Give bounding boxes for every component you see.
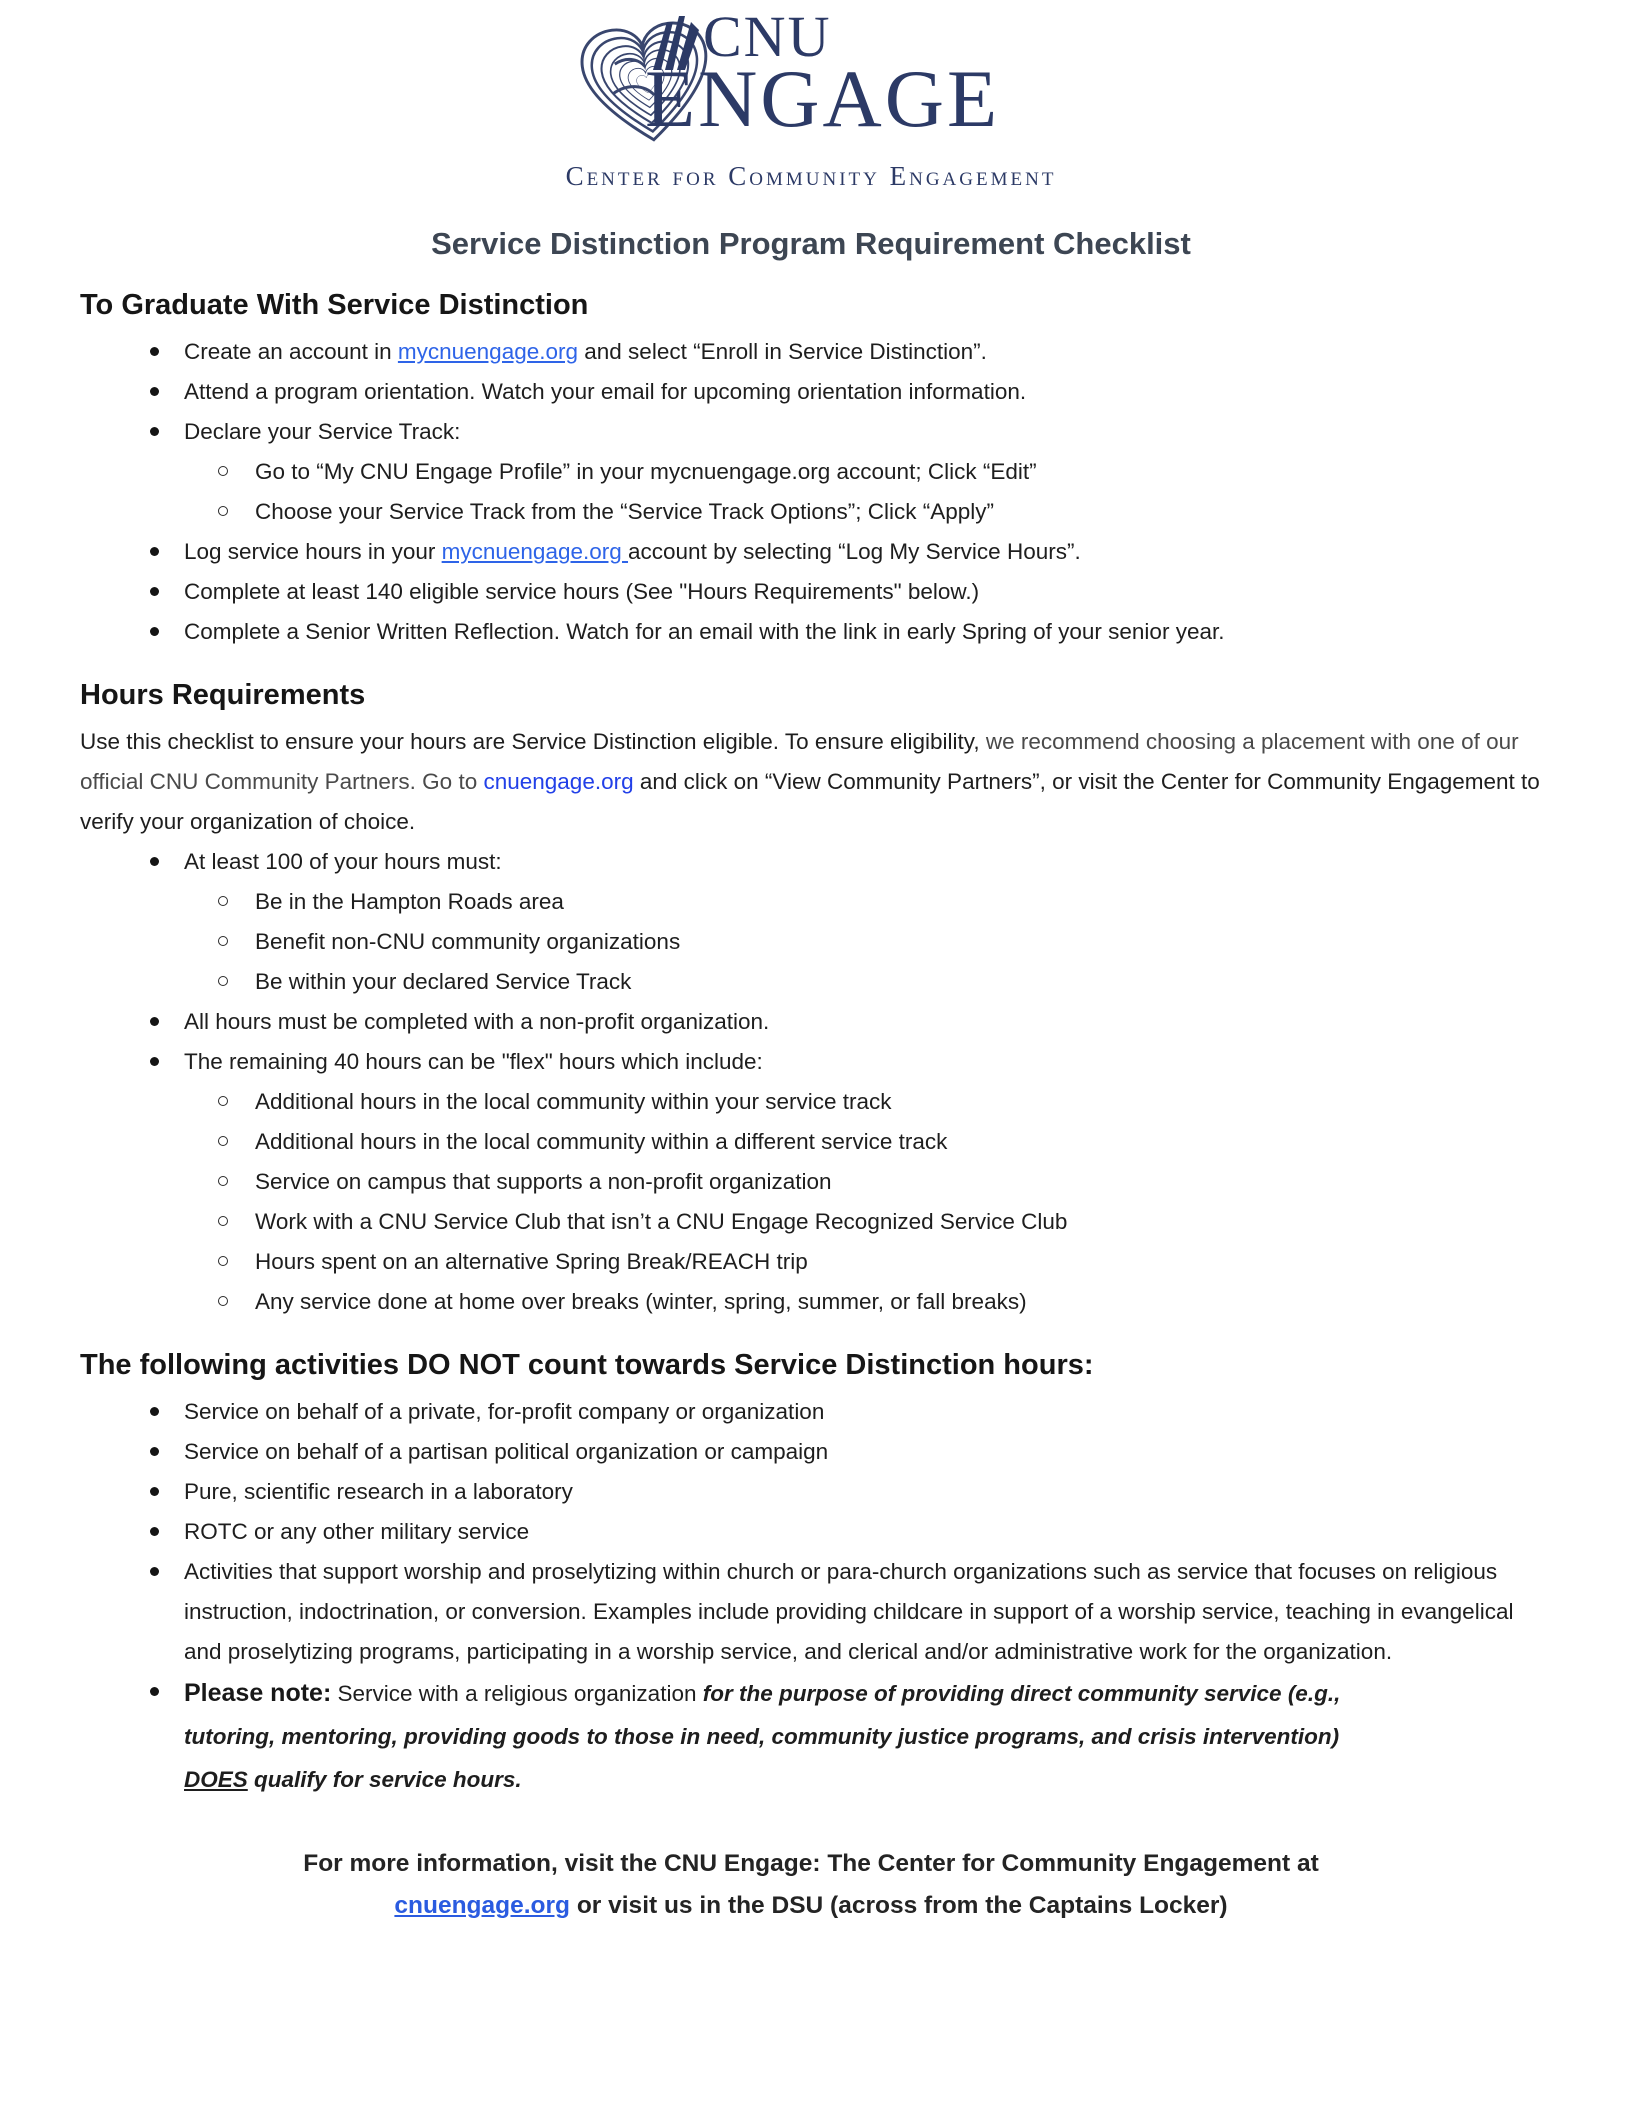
list-item-text: Benefit non-CNU community organizations xyxy=(255,929,681,954)
list-item xyxy=(80,1002,1542,1042)
logo-cnu-text: CNU xyxy=(703,4,832,69)
list-item xyxy=(80,842,1542,882)
bullet-icon xyxy=(150,332,184,372)
bullet-icon xyxy=(150,1432,184,1472)
list-item xyxy=(80,1472,1542,1512)
sub-list-item xyxy=(80,492,1542,532)
sub-list-item xyxy=(80,1282,1542,1322)
list-item xyxy=(80,412,1542,452)
page-title: Service Distinction Program Requirement Checklist xyxy=(431,226,1191,261)
list-item xyxy=(80,1432,1542,1472)
text-segment: and click on “View Community Partners”, or visit the Center for Community Engagement to verify your organization of choice. xyxy=(80,769,1540,834)
text-segment: qualify for service hours. xyxy=(247,1767,522,1792)
hours-intro-paragraph xyxy=(80,722,1542,842)
sub-list-item xyxy=(80,882,1542,922)
bullet-icon xyxy=(150,412,184,452)
list-item xyxy=(80,372,1542,412)
list-item-text: Additional hours in the local community within a different service track xyxy=(255,1129,948,1154)
logo xyxy=(80,4,1542,198)
list-item xyxy=(80,612,1542,652)
list-item xyxy=(80,532,1542,572)
list-item-text: Choose your Service Track from the “Service Track Options”; Click “Apply” xyxy=(255,499,994,524)
text-segment: Use this checklist to ensure your hours are Service Distinction eligible. To ensure eligibility, xyxy=(80,729,986,754)
list-item-text xyxy=(184,1672,1394,1801)
list-item-text: The remaining 40 hours can be "flex" hours which include: xyxy=(184,1049,763,1074)
bullet-icon xyxy=(150,1042,184,1082)
list-item-text: ROTC or any other military service xyxy=(184,1519,530,1544)
mycnuengage-link[interactable]: mycnuengage.org xyxy=(441,539,629,564)
bullet-icon xyxy=(150,1512,184,1552)
bullet-icon xyxy=(150,1002,184,1042)
list-item-text: Additional hours in the local community within your service track xyxy=(255,1089,892,1114)
list-item-text: Pure, scientific research in a laboratory xyxy=(184,1479,573,1504)
text-segment: and select “Enroll in Service Distinction”. xyxy=(578,339,987,364)
circle-bullet-icon xyxy=(218,1282,255,1322)
list-item-text: Complete a Senior Written Reflection. Watch for an email with the link in early Spring of your senior year. xyxy=(184,619,1225,644)
list-item-text: Attend a program orientation. Watch your email for upcoming orientation information. xyxy=(184,379,1027,404)
circle-bullet-icon xyxy=(218,492,255,532)
list-item-text: Service on behalf of a partisan political organization or campaign xyxy=(184,1439,829,1464)
list-item-text: Any service done at home over breaks (winter, spring, summer, or fall breaks) xyxy=(255,1289,1027,1314)
circle-bullet-icon xyxy=(218,1242,255,1282)
list-item-text: Service on behalf of a private, for-profit company or organization xyxy=(184,1399,825,1424)
list-item-text xyxy=(184,532,1542,572)
bullet-icon xyxy=(150,372,184,412)
sub-list-item xyxy=(80,1122,1542,1162)
bullet-icon xyxy=(150,572,184,612)
list-item xyxy=(80,1512,1542,1552)
section-heading-do-not-count: The following activities DO NOT count towards Service Distinction hours: xyxy=(80,1349,1094,1381)
bullet-icon xyxy=(150,1392,184,1432)
text-segment: for the purpose of providing direct community service (e.g., tutoring, mentoring, providing goods to those in need, community justice programs, and crisis intervention) xyxy=(184,1681,1341,1749)
bullet-icon xyxy=(150,842,184,882)
bullet-icon xyxy=(150,1672,184,1801)
circle-bullet-icon xyxy=(218,1122,255,1162)
list-item-text: Hours spent on an alternative Spring Break/REACH trip xyxy=(255,1249,808,1274)
list-item-text: Service on campus that supports a non-profit organization xyxy=(255,1169,832,1194)
sub-list-item xyxy=(80,452,1542,492)
circle-bullet-icon xyxy=(218,922,255,962)
bullet-icon xyxy=(150,612,184,652)
sub-list-item xyxy=(80,1082,1542,1122)
hours-checklist xyxy=(80,842,1542,1322)
sub-list-item xyxy=(80,1202,1542,1242)
text-segment: account by selecting “Log My Service Hours”. xyxy=(628,539,1081,564)
list-item-text: Be in the Hampton Roads area xyxy=(255,889,564,914)
mycnuengage-link[interactable]: mycnuengage.org xyxy=(397,339,579,364)
list-item-text: Activities that support worship and proselytizing within church or para-church organizations such as service that focuses on religious instruction, indoctrination, or conversion. Examples include providing childcare in support of a worship service, teaching in evangelical and proselytizing programs, participating in a worship service, and clerical and/or administrative work for the organization. xyxy=(184,1559,1514,1664)
circle-bullet-icon xyxy=(218,452,255,492)
sub-list-item xyxy=(80,962,1542,1002)
text-segment: For more information, visit the CNU Engage: The Center for Community Engagement at xyxy=(303,1850,1319,1877)
text-segment: or visit us in the DSU (across from the Captains Locker) xyxy=(570,1892,1228,1919)
bullet-icon xyxy=(150,532,184,572)
footer-cnuengage-link[interactable]: cnuengage.org xyxy=(394,1892,571,1919)
circle-bullet-icon xyxy=(218,882,255,922)
logo-subtitle: Center for Community Engagement xyxy=(565,161,1057,191)
does-emphasis: DOES xyxy=(184,1767,248,1792)
list-item-text: Be within your declared Service Track xyxy=(255,969,632,994)
cnuengage-link[interactable]: cnuengage.org xyxy=(483,769,634,794)
bullet-icon xyxy=(150,1552,184,1672)
list-item-text: All hours must be completed with a non-profit organization. xyxy=(184,1009,770,1034)
list-item-text: Go to “My CNU Engage Profile” in your mycnuengage.org account; Click “Edit” xyxy=(255,459,1037,484)
list-item xyxy=(80,1392,1542,1432)
please-note-item xyxy=(80,1672,1542,1801)
footer-note xyxy=(221,1843,1401,1927)
text-segment: we recommend choosing a placement with one of our official CNU Community Partners. Go to xyxy=(80,729,1519,794)
note-label: Please note: xyxy=(184,1679,332,1707)
text-segment: Create an account in xyxy=(184,339,398,364)
graduate-checklist xyxy=(80,332,1542,652)
text-segment: Log service hours in your xyxy=(184,539,442,564)
list-item xyxy=(80,332,1542,372)
list-item xyxy=(80,1042,1542,1082)
list-item-text: At least 100 of your hours must: xyxy=(184,849,502,874)
list-item-text xyxy=(184,332,1542,372)
list-item-text: Work with a CNU Service Club that isn’t a CNU Engage Recognized Service Club xyxy=(255,1209,1068,1234)
list-item-text: Complete at least 140 eligible service hours (See "Hours Requirements" below.) xyxy=(184,579,980,604)
section-heading-graduate: To Graduate With Service Distinction xyxy=(80,289,589,321)
excluded-activities-list xyxy=(80,1392,1542,1801)
bullet-icon xyxy=(150,1472,184,1512)
sub-list-item xyxy=(80,1162,1542,1202)
list-item xyxy=(80,572,1542,612)
circle-bullet-icon xyxy=(218,962,255,1002)
list-item-text: Declare your Service Track: xyxy=(184,419,461,444)
sub-list-item xyxy=(80,1242,1542,1282)
sub-list-item xyxy=(80,922,1542,962)
circle-bullet-icon xyxy=(218,1162,255,1202)
circle-bullet-icon xyxy=(218,1082,255,1122)
text-segment: Service with a religious organization xyxy=(331,1681,703,1706)
logo-engage-text: ENGAGE xyxy=(645,53,1001,144)
list-item xyxy=(80,1552,1542,1672)
circle-bullet-icon xyxy=(218,1202,255,1242)
section-heading-hours: Hours Requirements xyxy=(80,679,366,711)
